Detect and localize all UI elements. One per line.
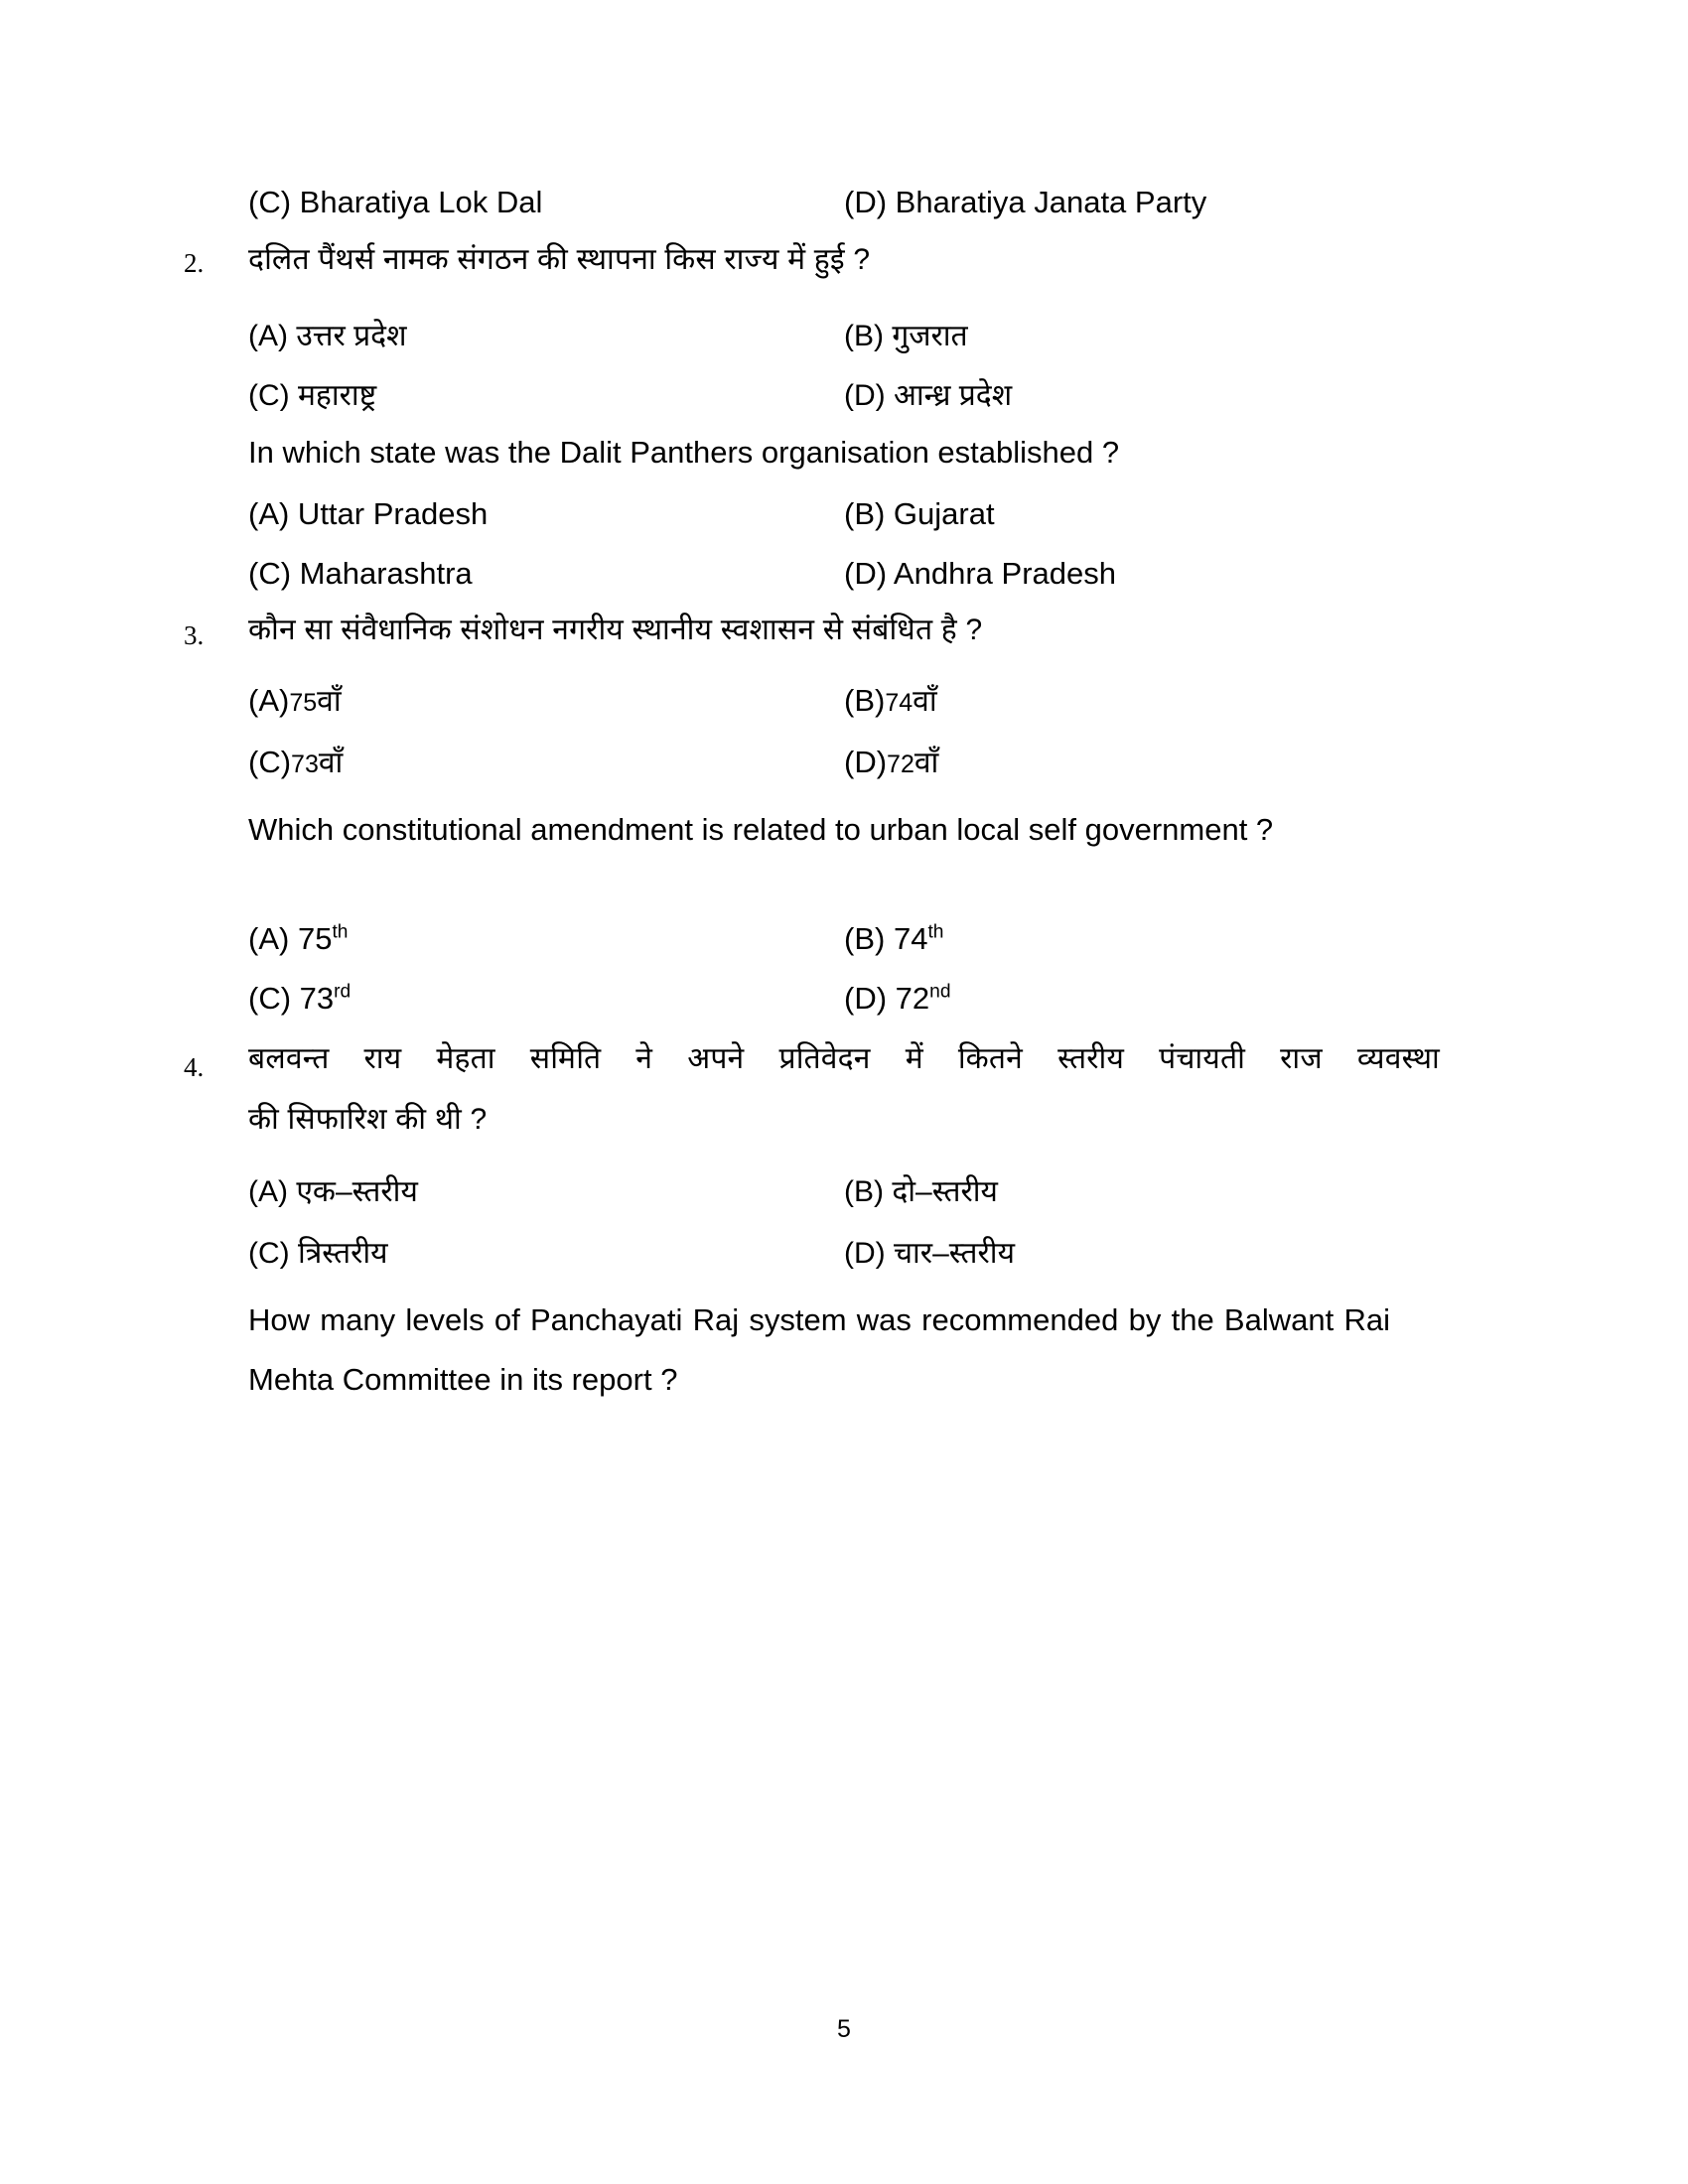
carryover-options-row	[248, 185, 1440, 220]
q2-option-d-hi: (D) आन्ध्र प्रदेश	[844, 379, 1013, 412]
q3-option-b-en-ordinal: th	[927, 921, 944, 943]
q4-stem-hindi-line2-text: की सिफारिश की थी ?	[248, 1103, 488, 1136]
q3-option-c-hi-suffix: वाँ	[318, 747, 344, 779]
q2-option-b-hi: (B) गुजरात	[844, 320, 968, 352]
q3-option-a-hi-suffix: वाँ	[317, 685, 342, 718]
q3-option-a-en-ordinal: th	[332, 921, 349, 943]
q2-stem-hindi-text: दलित पैंथर्स नामक संगठन की स्थापना किस राज्य में हुई ?	[248, 243, 871, 276]
q2-option-a-en: (A) Uttar Pradesh	[248, 496, 489, 531]
q3-option-c-hi-label: (C)	[248, 745, 292, 779]
question-number-3: 3.	[184, 620, 205, 650]
q3-option-b-hi-number: 74	[885, 689, 914, 717]
q3-option-d-hi-label: (D)	[844, 745, 888, 779]
q3-option-d-hi-suffix: वाँ	[914, 747, 939, 779]
q2-option-a-hi: (A) उत्तर प्रदेश	[248, 320, 407, 352]
q4-option-d-hi: (D) चार–स्तरीय	[844, 1237, 1015, 1270]
q3-option-d-hi	[844, 741, 1440, 781]
option-d-carryover: (D) Bharatiya Janata Party	[844, 185, 1207, 219]
q3-stem-english-text: Which constitutional amendment is related to urban local self government ?	[248, 812, 1274, 847]
q3-options-hindi-row2	[248, 741, 1440, 781]
q3-option-a-hi-number: 75	[289, 689, 318, 717]
q2-option-c-hi: (C) महाराष्ट्र	[248, 379, 377, 412]
q3-option-b-en-number: 74	[893, 921, 928, 956]
q4-option-c-hi: (C) त्रिस्तरीय	[248, 1237, 388, 1270]
option-c-carryover: (C) Bharatiya Lok Dal	[248, 185, 543, 219]
q2-options-english-row2	[248, 556, 1440, 592]
q3-option-b-hi-suffix: वाँ	[913, 685, 937, 718]
q2-stem-english	[248, 437, 1440, 468]
q4-options-hindi-row1	[248, 1169, 1440, 1210]
q3-option-b-hi	[844, 679, 1440, 720]
q3-option-a-hi-label: (A)	[248, 683, 290, 718]
q3-option-d-en-ordinal: nd	[929, 981, 951, 1003]
q2-stem-hindi	[248, 245, 1440, 275]
q3-stem-english	[248, 800, 1390, 860]
question-number-2: 2.	[184, 248, 205, 278]
q3-option-d-en	[844, 981, 1440, 1017]
q2-options-english-row1	[248, 496, 1440, 532]
q2-option-c-en: (C) Maharashtra	[248, 556, 473, 591]
q4-stem-hindi-line1	[248, 1044, 1440, 1074]
q3-option-b-en-label: (B)	[844, 921, 886, 956]
q3-option-c-en-number: 73	[299, 981, 335, 1016]
q3-option-c-hi-number: 73	[291, 751, 319, 778]
q4-options-hindi-row2	[248, 1231, 1440, 1272]
q2-option-d-en: (D) Andhra Pradesh	[844, 556, 1116, 591]
q3-options-hindi-row1	[248, 679, 1440, 720]
q3-option-c-en	[248, 981, 844, 1017]
page-number: 5	[837, 2015, 851, 2043]
q3-options-english-row2	[248, 981, 1440, 1017]
q3-stem-hindi	[248, 615, 1440, 645]
q4-option-b-hi: (B) दो–स्तरीय	[844, 1175, 998, 1208]
q4-option-a-hi: (A) एक–स्तरीय	[248, 1175, 418, 1208]
q4-stem-english-text: How many levels of Panchayati Raj system was recommended by the Balwant Rai Mehta Committee in its report ?	[248, 1302, 1390, 1398]
q3-option-a-en-label: (A)	[248, 921, 290, 956]
q3-option-c-en-ordinal: rd	[334, 981, 352, 1003]
q4-stem-hindi-line1-text: बलवन्त राय मेहता समिति ने अपने प्रतिवेदन में कितने स्तरीय पंचायती राज व्यवस्था	[248, 1042, 1440, 1075]
q4-stem-english	[248, 1291, 1390, 1411]
q4-stem-hindi-line2	[248, 1105, 1440, 1135]
q2-stem-english-text: In which state was the Dalit Panthers organisation established ?	[248, 435, 1120, 470]
q3-option-c-hi	[248, 741, 844, 781]
q3-option-a-en-number: 75	[297, 921, 333, 956]
q3-option-a-hi	[248, 679, 844, 720]
q3-options-english-row1	[248, 921, 1440, 957]
q2-option-b-en: (B) Gujarat	[844, 496, 995, 531]
q2-options-hindi-row1	[248, 314, 1440, 354]
q3-option-b-hi-label: (B)	[844, 683, 886, 718]
q3-option-d-en-label: (D)	[844, 981, 888, 1016]
q3-option-a-en	[248, 921, 844, 957]
q2-options-hindi-row2	[248, 373, 1440, 414]
question-number-4: 4.	[184, 1052, 205, 1082]
q3-option-d-en-number: 72	[895, 981, 930, 1016]
q3-option-c-en-label: (C)	[248, 981, 292, 1016]
q3-option-b-en	[844, 921, 1440, 957]
q3-option-d-hi-number: 72	[887, 751, 914, 778]
q3-stem-hindi-text: कौन सा संवैधानिक संशोधन नगरीय स्थानीय स्वशासन से संबंधित है ?	[248, 614, 983, 646]
